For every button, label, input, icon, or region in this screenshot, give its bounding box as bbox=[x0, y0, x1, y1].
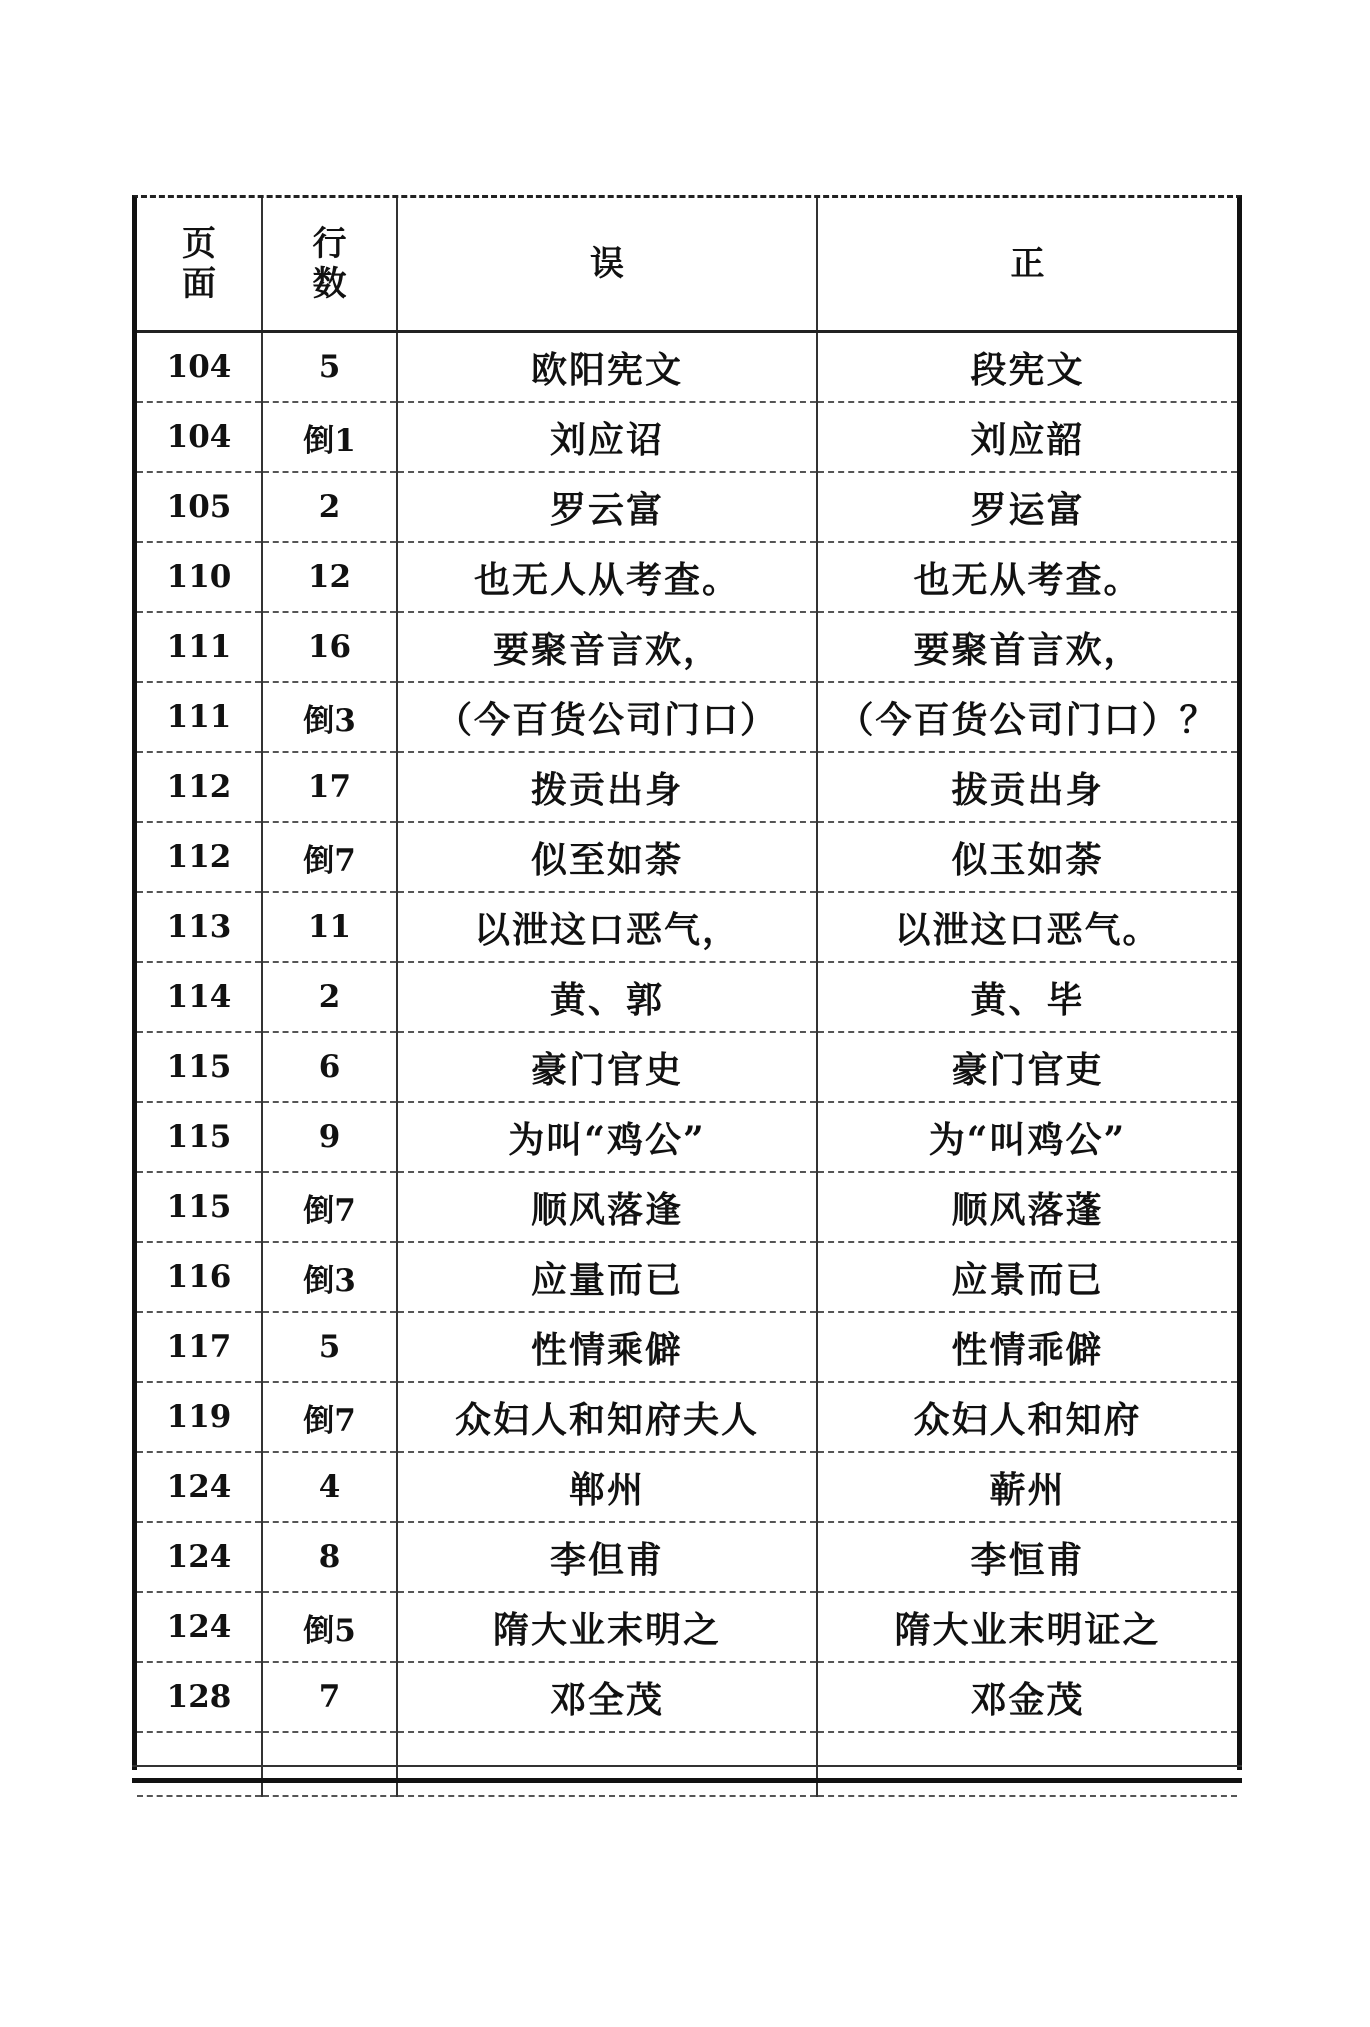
header-line: 行数 bbox=[262, 198, 397, 332]
empty-cell bbox=[817, 1732, 1237, 1796]
cell-wrong: 黄、郭 bbox=[397, 962, 817, 1032]
cell-line: 9 bbox=[262, 1102, 397, 1172]
cell-right: 豪门官吏 bbox=[817, 1032, 1237, 1102]
table-row bbox=[137, 892, 1237, 962]
header-right: 正 bbox=[817, 198, 1237, 332]
cell-right: 隋大业末明证之 bbox=[817, 1592, 1237, 1662]
cell-right: 性情乖僻 bbox=[817, 1312, 1237, 1382]
cell-right: 以泄这口恶气。 bbox=[817, 892, 1237, 962]
empty-row bbox=[137, 1732, 1237, 1796]
cell-right: 拔贡出身 bbox=[817, 752, 1237, 822]
cell-page: 124 bbox=[137, 1592, 262, 1662]
cell-wrong: 为叫“鸡公” bbox=[397, 1102, 817, 1172]
cell-line: 17 bbox=[262, 752, 397, 822]
cell-page: 104 bbox=[137, 402, 262, 472]
table-row bbox=[137, 1382, 1237, 1452]
header-page: 页面 bbox=[137, 198, 262, 332]
cell-right: 段宪文 bbox=[817, 332, 1237, 403]
cell-right: （今百货公司门口）？ bbox=[817, 682, 1237, 752]
cell-page: 104 bbox=[137, 332, 262, 403]
table-row bbox=[137, 682, 1237, 752]
cell-line: 12 bbox=[262, 542, 397, 612]
errata-body bbox=[137, 332, 1237, 1797]
cell-page: 124 bbox=[137, 1452, 262, 1522]
cell-wrong: 要聚音言欢， bbox=[397, 612, 817, 682]
cell-page: 112 bbox=[137, 822, 262, 892]
cell-page: 110 bbox=[137, 542, 262, 612]
cell-wrong: 李但甫 bbox=[397, 1522, 817, 1592]
cell-right: 李恒甫 bbox=[817, 1522, 1237, 1592]
cell-wrong: 邓全茂 bbox=[397, 1662, 817, 1732]
table-row bbox=[137, 612, 1237, 682]
cell-page: 111 bbox=[137, 682, 262, 752]
table-row bbox=[137, 822, 1237, 892]
table-row bbox=[137, 1032, 1237, 1102]
table-row bbox=[137, 472, 1237, 542]
cell-line: 8 bbox=[262, 1522, 397, 1592]
cell-wrong: 豪门官史 bbox=[397, 1032, 817, 1102]
cell-wrong: 拨贡出身 bbox=[397, 752, 817, 822]
cell-wrong: 性情乘僻 bbox=[397, 1312, 817, 1382]
cell-line: 4 bbox=[262, 1452, 397, 1522]
cell-right: 蕲州 bbox=[817, 1452, 1237, 1522]
cell-page: 117 bbox=[137, 1312, 262, 1382]
cell-wrong: 以泄这口恶气， bbox=[397, 892, 817, 962]
header-row bbox=[137, 198, 1237, 332]
cell-page: 124 bbox=[137, 1522, 262, 1592]
table-row bbox=[137, 962, 1237, 1032]
cell-wrong: 隋大业末明之 bbox=[397, 1592, 817, 1662]
cell-wrong: 应量而已 bbox=[397, 1242, 817, 1312]
bottom-rule bbox=[132, 1778, 1242, 1783]
cell-wrong: 也无人从考查。 bbox=[397, 542, 817, 612]
empty-cell bbox=[137, 1732, 262, 1796]
table-row bbox=[137, 332, 1237, 403]
table-row bbox=[137, 1592, 1237, 1662]
cell-page: 105 bbox=[137, 472, 262, 542]
cell-line: 倒5 bbox=[262, 1592, 397, 1662]
errata-table bbox=[137, 198, 1237, 1797]
cell-right: 众妇人和知府 bbox=[817, 1382, 1237, 1452]
cell-page: 115 bbox=[137, 1032, 262, 1102]
cell-right: 邓金茂 bbox=[817, 1662, 1237, 1732]
cell-page: 128 bbox=[137, 1662, 262, 1732]
cell-line: 倒7 bbox=[262, 1172, 397, 1242]
cell-wrong: 郸州 bbox=[397, 1452, 817, 1522]
cell-right: 黄、毕 bbox=[817, 962, 1237, 1032]
table-row bbox=[137, 752, 1237, 822]
cell-page: 115 bbox=[137, 1102, 262, 1172]
table-row bbox=[137, 1102, 1237, 1172]
cell-line: 16 bbox=[262, 612, 397, 682]
cell-line: 倒3 bbox=[262, 1242, 397, 1312]
bottom-rule-thin bbox=[132, 1765, 1242, 1767]
cell-right: 罗运富 bbox=[817, 472, 1237, 542]
cell-page: 112 bbox=[137, 752, 262, 822]
cell-line: 2 bbox=[262, 472, 397, 542]
header-wrong: 误 bbox=[397, 198, 817, 332]
cell-right: 为“叫鸡公” bbox=[817, 1102, 1237, 1172]
cell-wrong: 似至如荼 bbox=[397, 822, 817, 892]
cell-wrong: 刘应诏 bbox=[397, 402, 817, 472]
cell-line: 2 bbox=[262, 962, 397, 1032]
cell-page: 111 bbox=[137, 612, 262, 682]
empty-cell bbox=[397, 1732, 817, 1796]
cell-page: 119 bbox=[137, 1382, 262, 1452]
cell-line: 倒1 bbox=[262, 402, 397, 472]
table-row bbox=[137, 402, 1237, 472]
cell-right: 顺风落蓬 bbox=[817, 1172, 1237, 1242]
cell-page: 114 bbox=[137, 962, 262, 1032]
cell-right: 也无从考查。 bbox=[817, 542, 1237, 612]
table-row bbox=[137, 1522, 1237, 1592]
cell-wrong: 罗云富 bbox=[397, 472, 817, 542]
cell-right: 应景而已 bbox=[817, 1242, 1237, 1312]
cell-line: 倒3 bbox=[262, 682, 397, 752]
cell-right: 要聚首言欢， bbox=[817, 612, 1237, 682]
cell-line: 7 bbox=[262, 1662, 397, 1732]
cell-wrong: 顺风落逢 bbox=[397, 1172, 817, 1242]
cell-line: 倒7 bbox=[262, 1382, 397, 1452]
table-row bbox=[137, 1172, 1237, 1242]
cell-right: 似玉如荼 bbox=[817, 822, 1237, 892]
cell-page: 115 bbox=[137, 1172, 262, 1242]
cell-line: 11 bbox=[262, 892, 397, 962]
cell-line: 5 bbox=[262, 1312, 397, 1382]
table-row bbox=[137, 1452, 1237, 1522]
cell-page: 116 bbox=[137, 1242, 262, 1312]
cell-wrong: （今百货公司门口） bbox=[397, 682, 817, 752]
cell-right: 刘应韶 bbox=[817, 402, 1237, 472]
cell-line: 5 bbox=[262, 332, 397, 403]
table-row bbox=[137, 1662, 1237, 1732]
cell-wrong: 众妇人和知府夫人 bbox=[397, 1382, 817, 1452]
cell-line: 6 bbox=[262, 1032, 397, 1102]
empty-cell bbox=[262, 1732, 397, 1796]
cell-line: 倒7 bbox=[262, 822, 397, 892]
cell-wrong: 欧阳宪文 bbox=[397, 332, 817, 403]
table-row bbox=[137, 542, 1237, 612]
cell-page: 113 bbox=[137, 892, 262, 962]
table-row bbox=[137, 1242, 1237, 1312]
table-row bbox=[137, 1312, 1237, 1382]
